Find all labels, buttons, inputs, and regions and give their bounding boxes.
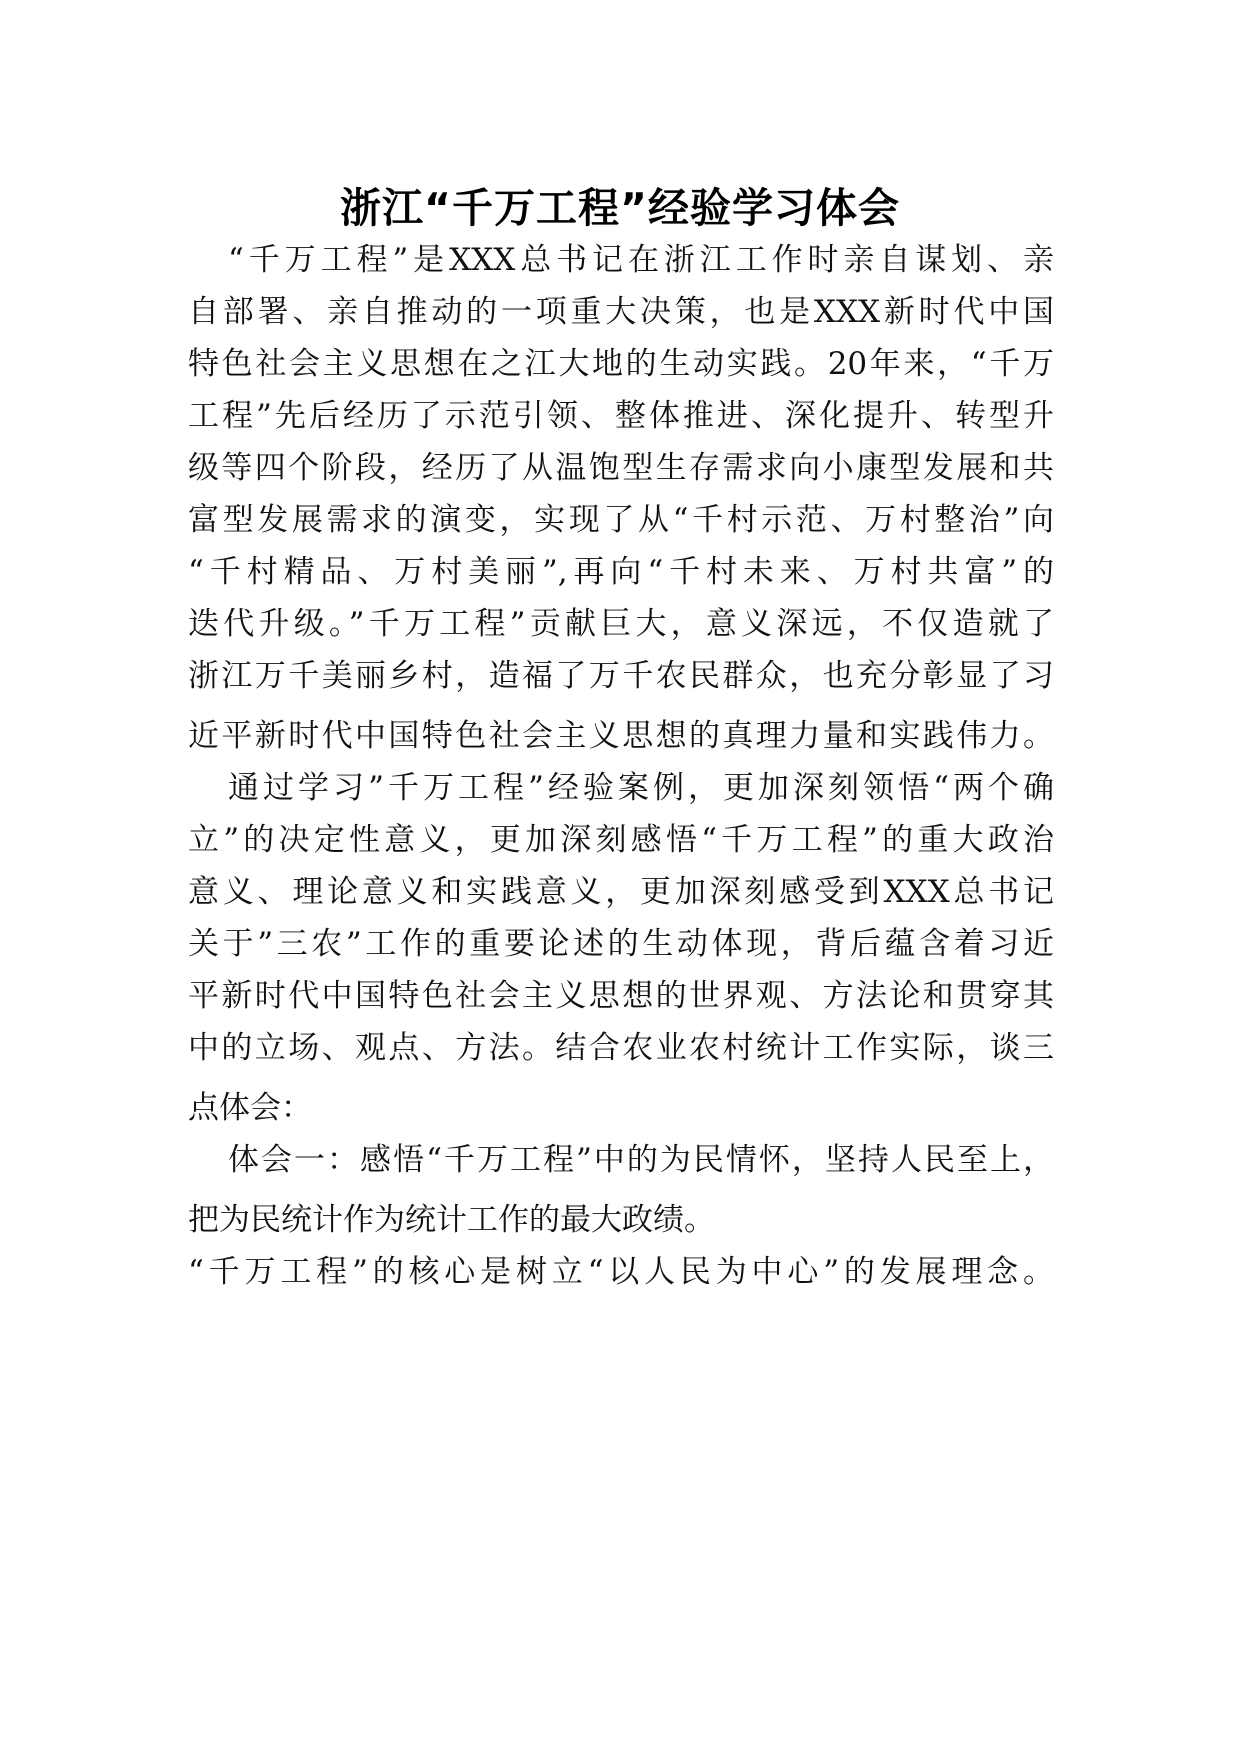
paragraph-line: 自部署、亲自推动的一项重大决策，也是XXX新时代中国: [188, 294, 1054, 330]
section-heading-line: 体会一：感悟“千万工程”中的为民情怀，坚持人民至上，: [228, 1142, 1054, 1178]
paragraph-line: 浙江万千美丽乡村，造福了万千农民群众，也充分彰显了习: [188, 658, 1054, 694]
section-heading-line: 把为民统计作为统计工作的最大政绩。: [188, 1202, 715, 1238]
paragraph-line: 级等四个阶段，经历了从温饱型生存需求向小康型发展和共: [188, 450, 1054, 486]
paragraph-line: 富型发展需求的演变，实现了从“千村示范、万村整治”向: [188, 502, 1054, 538]
paragraph-line: “千万工程”的核心是树立“以人民为中心”的发展理念。: [188, 1254, 1054, 1290]
paragraph-line: 立”的决定性意义，更加深刻感悟“千万工程”的重大政治: [188, 822, 1054, 858]
paragraph-line: 迭代升级。”千万工程”贡献巨大，意义深远，不仅造就了: [188, 606, 1054, 642]
paragraph-line: 近平新时代中国特色社会主义思想的真理力量和实践伟力。: [188, 718, 1054, 754]
paragraph-line: 平新时代中国特色社会主义思想的世界观、方法论和贯穿其: [188, 978, 1054, 1014]
paragraph-line: 工程”先后经历了示范引领、整体推进、深化提升、转型升: [188, 398, 1054, 434]
document-title: 浙江“千万工程”经验学习体会: [340, 184, 900, 232]
paragraph-line: 点体会：: [188, 1090, 312, 1126]
paragraph-line: “千万工程”是XXX总书记在浙江工作时亲自谋划、亲: [228, 242, 1054, 278]
paragraph-line: 通过学习”千万工程”经验案例，更加深刻领悟“两个确: [228, 770, 1054, 806]
paragraph-line: 中的立场、观点、方法。结合农业农村统计工作实际，谈三: [188, 1030, 1054, 1066]
paragraph-line: 特色社会主义思想在之江大地的生动实践。20年来，“千万: [188, 346, 1054, 382]
paragraph-line: 意义、理论意义和实践意义，更加深刻感受到XXX总书记: [188, 874, 1054, 910]
paragraph-line: 关于”三农”工作的重要论述的生动体现，背后蕴含着习近: [188, 926, 1054, 962]
paragraph-line: “千村精品、万村美丽”,再向“千村未来、万村共富”的: [188, 554, 1054, 590]
